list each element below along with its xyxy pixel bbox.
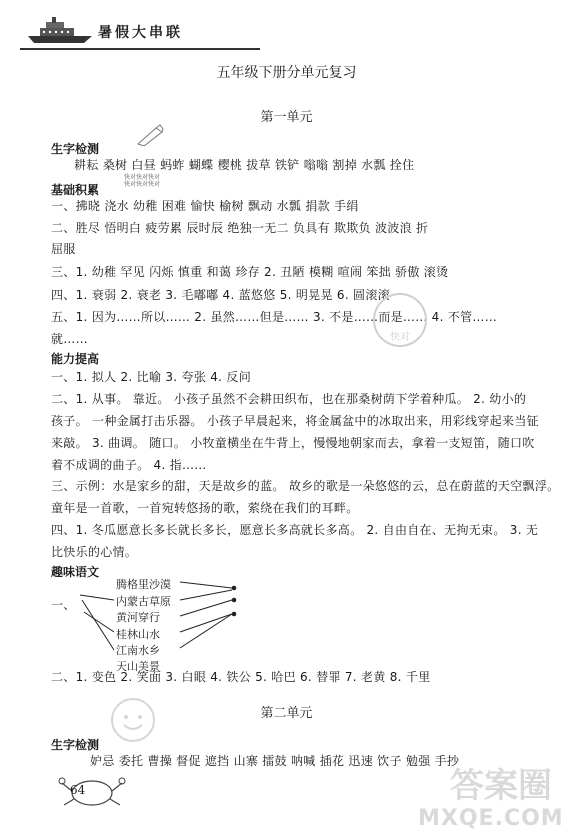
- page-title: 五年级下册分单元复习: [216, 65, 357, 81]
- unit2-shengzi-line: 妒忌 委托 曹操 督促 遮挡 山寨 擂鼓 呐喊 插花 迅速 饮子 勉强 手抄: [90, 754, 460, 768]
- match-item-5: 江南水乡: [116, 644, 160, 657]
- watermark-logo: 答案圈: [450, 766, 552, 806]
- unit2-title: 第二单元: [260, 706, 313, 721]
- header-title: 暑假大串联: [98, 25, 183, 41]
- nengli-line-7: 童年是一首歌，一首宛转悠扬的歌，萦绕在我们的耳畔。: [51, 501, 359, 515]
- jichu-line-5: 四、1. 衰弱 2. 衰老 3. 毛嘟嘟 4. 蓝悠悠 5. 明晃晃 6. 圆滚滚: [51, 288, 390, 302]
- stamp-text: 快对: [390, 332, 410, 343]
- jichu-line-4: 三、1. 幼稚 罕见 闪烁 慎重 和蔼 珍存 2. 丑陋 模糊 喧闹 笨拙 骄傲 滚烫: [51, 265, 449, 279]
- jichu-line-6: 五、1. 因为……所以…… 2. 虽然……但是…… 3. 不是……而是…… 4. 不管……: [51, 310, 497, 324]
- page-number: 64: [70, 783, 86, 797]
- unit1-shengzi-heading: 生字检测: [51, 142, 100, 156]
- nengli-line-6: 三、示例：水是家乡的甜，天是故乡的蓝。 故乡的歌是一朵悠悠的云，总在蔚蓝的天空飘浮。: [51, 479, 560, 493]
- match-prefix: 一、: [51, 598, 76, 612]
- match-item-6: 天山美景: [116, 660, 160, 673]
- unit1-quwei-heading: 趣味语文: [51, 565, 100, 579]
- small-note-2: 快对快对快对: [124, 181, 161, 188]
- jichu-line-3: 屈服: [51, 242, 76, 256]
- match-item-4: 桂林山水: [116, 628, 160, 641]
- crab-icon: [58, 773, 128, 809]
- nengli-line-2: 二、1. 从事。 靠近。 小孩子虽然不会耕田织布，也在那桑树荫下学着种瓜。 2. 幼小的: [51, 392, 527, 406]
- unit2-shengzi-heading: 生字检测: [51, 738, 100, 752]
- match-item-3: 黄河穿行: [116, 611, 160, 624]
- nengli-line-3: 孩子。 一种金属打击乐器。 小孩子早晨起来，将金属盆中的冰取出来，用彩线穿起来当钲: [51, 414, 539, 428]
- watermark-url: MXQE.COM: [418, 806, 564, 831]
- unit1-title: 第一单元: [260, 110, 313, 125]
- nengli-line-8: 四、1. 冬瓜愿意长多长就长多长，愿意长多高就长多高。 2. 自由自在、无拘无束。 3. 无: [51, 523, 539, 537]
- small-note-1: 快对快对快对: [124, 174, 161, 181]
- nengli-line-4: 来敲。 3. 曲调。 随口。 小牧童横坐在牛背上，慢慢地朝家而去，拿着一支短笛，随口吹: [51, 436, 535, 450]
- match-item-2: 内蒙古草原: [116, 595, 171, 608]
- match-item-1: 腾格里沙漠: [116, 578, 171, 591]
- unit1-jichu-heading: 基础积累: [51, 183, 100, 197]
- unit1-nengli-heading: 能力提高: [51, 352, 100, 366]
- jichu-line-2: 二、胜尽 悟明白 疲劳累 辰时辰 绝独一无二 负具有 欺欺负 波波浪 折: [51, 221, 429, 235]
- jichu-line-1: 一、拂晓 浇水 幼稚 困难 愉快 榆树 飘动 水瓢 捐款 手绢: [51, 199, 359, 213]
- nengli-line-5: 着不成调的曲子。 4. 指……: [51, 458, 207, 472]
- nengli-line-9: 比快乐的心情。: [51, 545, 138, 559]
- unit1-shengzi-line: 耕耘 桑树 白昼 蚂蚱 蝴蝶 樱桃 拔草 铁铲 嗡嗡 割掉 水瓢 拴住: [74, 158, 415, 172]
- nengli-line-1: 一、1. 拟人 2. 比喻 3. 夸张 4. 反问: [51, 370, 251, 384]
- jichu-line-7: 就……: [51, 332, 88, 346]
- quwei-er-line: 二、1. 变色 2. 笑面 3. 白眼 4. 铁公 5. 哈巴 6. 替罪 7. 老黄 8. 千里: [51, 670, 431, 684]
